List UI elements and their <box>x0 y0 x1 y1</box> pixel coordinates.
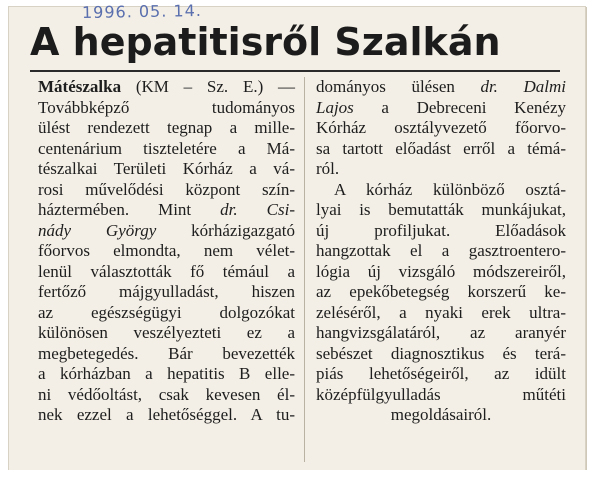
person-name: dr. Csi- <box>220 200 295 219</box>
article-line: sebészet diagnosztikus és terá- <box>316 343 566 363</box>
article-line: piás lehetőségeiről, az idült <box>316 364 566 383</box>
article-line: lyai is bemutatták munkájukat, <box>316 200 566 219</box>
article-line: nády György kórházigazgató <box>38 220 295 240</box>
page-margin <box>0 470 592 485</box>
article-line: nek ezzel a lehetőséggel. A tu- <box>38 405 295 424</box>
article-line: ni védőoltást, csak kevesen él- <box>38 384 295 404</box>
article-line: lenül választották fő témául a <box>38 261 295 281</box>
person-name: nády György <box>38 220 157 240</box>
person-name: Lajos <box>316 97 354 117</box>
article-line <box>316 77 566 98</box>
article-text: dományos ülésen <box>316 77 481 96</box>
article-line: rosi művelődési központ szín- <box>38 179 295 199</box>
article-line: sa tartott előadást erről a témá- <box>316 138 566 158</box>
article-line <box>38 200 295 221</box>
article-line: hangvizsgálatáról, az aranyér <box>316 323 566 342</box>
article-column-1 <box>38 77 295 426</box>
article-line: lógia új vizsgáló módszereiről, <box>316 261 566 281</box>
article-line: különösen veszélyezteti ez a <box>38 323 295 342</box>
article-line: megbetegedés. Bár bevezették <box>38 343 295 363</box>
article-line: új profiljukat. Előadások <box>316 220 566 240</box>
person-name: dr. Dalmi <box>480 77 566 96</box>
article-line: megoldásairól. <box>390 405 492 424</box>
article-line: a kórházban a hepatitis B elle- <box>38 364 295 383</box>
article-line: tészalkai Területi Kórház a vá- <box>38 159 295 178</box>
article-line: középfülgyulladás műtéti <box>316 384 566 404</box>
article-line: ülést rendezett tegnap a mille- <box>38 118 295 137</box>
article-line: centenárium tiszteletére a Má- <box>38 138 295 158</box>
article-line: ról. <box>316 159 340 178</box>
handwritten-date: 1996. 05. 14. <box>81 0 203 23</box>
article-line <box>38 77 295 98</box>
article-line: az egészségügyi dolgozókat <box>38 302 295 322</box>
headline-rule <box>30 70 560 72</box>
article-line: hangzottak el a gasztroentero- <box>316 241 566 260</box>
article-line: A kórház különböző osztá- <box>334 179 566 199</box>
article-line: fertőző májgyulladást, hiszen <box>38 282 295 301</box>
article-line <box>316 98 566 119</box>
article-column-2 <box>316 77 566 426</box>
dateline-place: Mátészalka <box>38 77 122 96</box>
article-text: háztermében. Mint <box>38 200 221 219</box>
article-line: Kórház osztályvezető főorvo- <box>316 118 566 137</box>
article-line: zeléséről, a nyaki erek ultra- <box>316 302 566 322</box>
column-divider <box>304 77 305 462</box>
article-text: a Debreceni Kenézy <box>353 97 566 117</box>
headline: A hepatitisről Szalkán <box>30 20 501 64</box>
dateline-byline: (KM – Sz. E.) — <box>135 77 295 96</box>
article-line: Továbbképző tudományos <box>38 97 295 117</box>
article-line: az epekőbetegség korszerű ke- <box>316 282 566 301</box>
article-line: főorvos elmondta, nem vélet- <box>38 241 295 260</box>
